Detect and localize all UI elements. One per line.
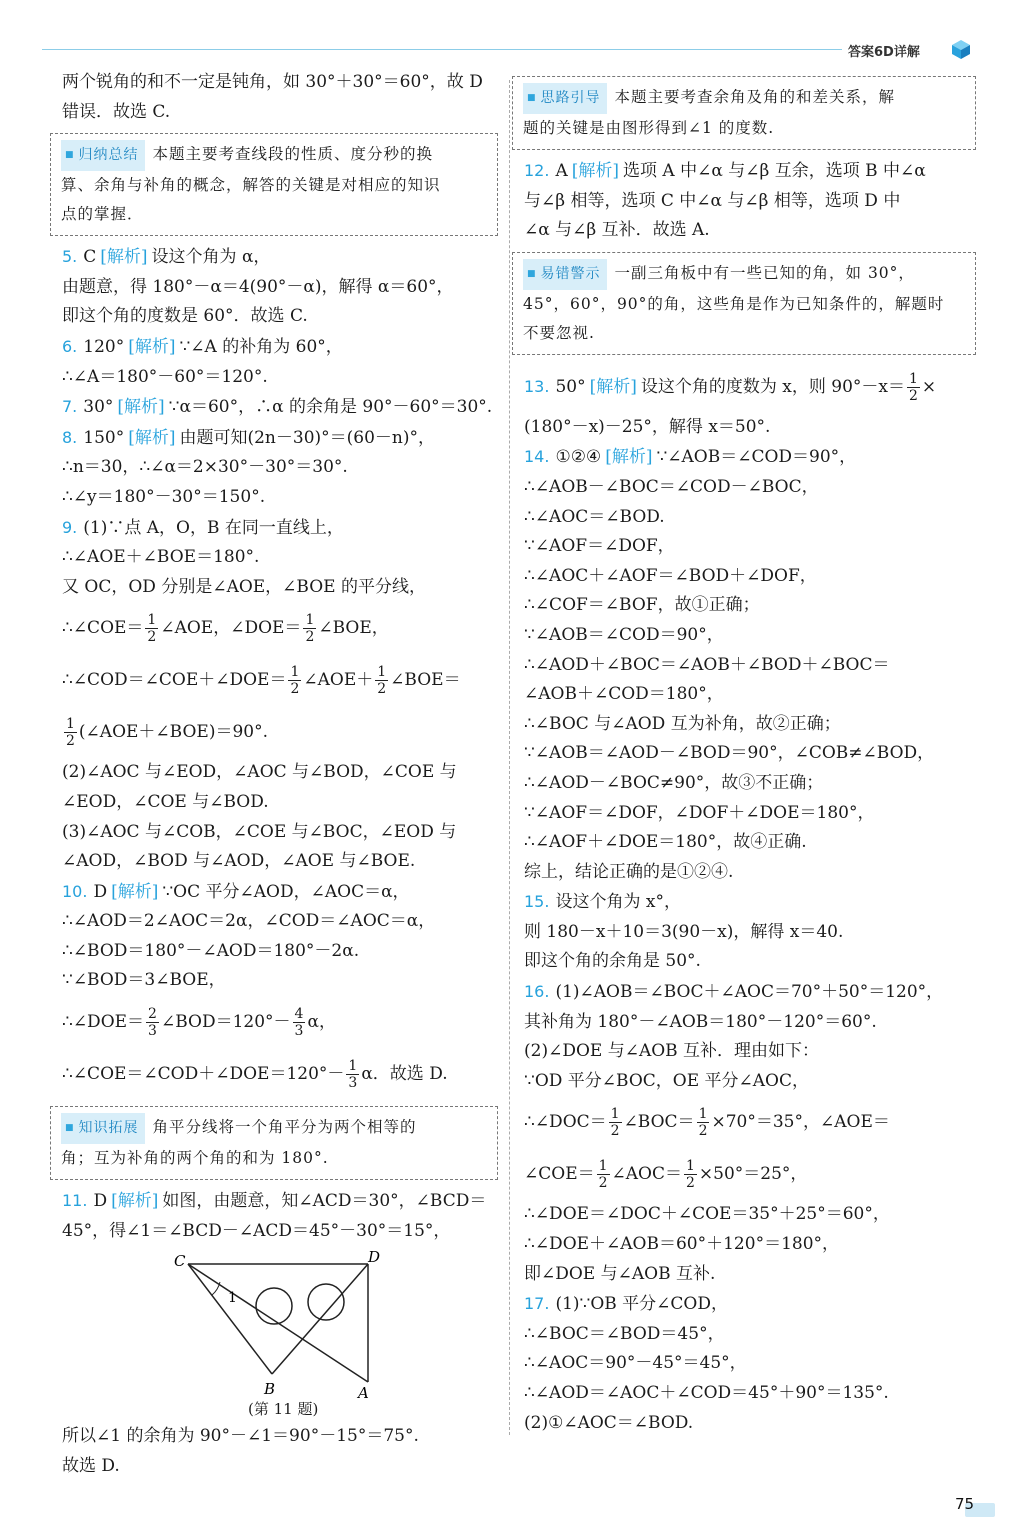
- analysis-tag: [解析]: [117, 397, 165, 418]
- question-number: 10.: [62, 881, 88, 901]
- box-text: 本题主要考查线段的性质、度分秒的换: [152, 145, 434, 164]
- text: α．故选 D.: [361, 1064, 448, 1085]
- text-line: [524, 1148, 976, 1200]
- text: ∠BOD＝120°－: [160, 1012, 291, 1033]
- box-label: ■ 知识拓展: [61, 1113, 145, 1144]
- answer: A: [555, 161, 568, 181]
- question-number: 9.: [62, 517, 78, 537]
- summary-box: [50, 133, 498, 236]
- text-line: ∴∠AOE＋∠BOE＝180°.: [62, 547, 260, 568]
- warning-box: [512, 252, 976, 355]
- text-line: ∵∠AOF＝∠DOF，: [524, 536, 675, 557]
- answer-9: [62, 513, 498, 544]
- label-c: C: [174, 1252, 186, 1271]
- fraction: $\frac{1}{2}$: [610, 1106, 620, 1140]
- text-line: ∴∠AOD－∠BOC≠90°，故③不正确；: [524, 772, 824, 793]
- text: ∠AOC＝: [611, 1164, 682, 1185]
- text-line: ∵∠BOD＝3∠BOE，: [62, 970, 226, 991]
- text-line: ∴∠BOC＝∠BOD＝45°，: [524, 1323, 725, 1344]
- fraction: $\frac{1}{3}$: [348, 1058, 358, 1092]
- fraction: $\frac{1}{2}$: [377, 664, 387, 698]
- analysis-tag: [解析]: [128, 336, 176, 357]
- answer-11: [62, 1186, 498, 1217]
- text-line: ∴∠AOD＝∠AOC＋∠COD＝45°＋90°＝135°.: [524, 1383, 889, 1403]
- question-number: 15.: [524, 892, 550, 912]
- text-line: 即这个角的度数是 60°．故选 C.: [62, 306, 308, 327]
- answer-10: [62, 877, 498, 908]
- analysis-tag: [解析]: [128, 427, 176, 448]
- text: (1)∠AOB＝∠BOC＋∠AOC＝70°＋50°＝120°，: [555, 982, 944, 1003]
- text: ×70°＝35°，∠AOE＝: [711, 1112, 890, 1133]
- text: ∴∠DOE＝: [62, 1012, 145, 1033]
- box-text: 45°，60°，90°的角，这些角是作为已知条件的，解题时: [523, 294, 945, 313]
- text-line: ∴∠DOE＝∠DOC＋∠COE＝35°＋25°＝60°，: [524, 1204, 890, 1225]
- fraction: $\frac{1}{2}$: [305, 612, 315, 646]
- text-line: 又 OC，OD 分别是∠AOE，∠BOE 的平分线，: [62, 576, 426, 597]
- label-b: B: [264, 1380, 276, 1399]
- text: 设这个角为 x°，: [555, 892, 681, 913]
- text: 如图，由题意，知∠ACD＝30°，∠BCD＝: [162, 1191, 487, 1212]
- text-line: ∴∠AOC＝∠BOD.: [524, 506, 665, 527]
- text-line: 综上，结论正确的是①②④.: [524, 861, 734, 882]
- text-line: ∠α 与∠β 互补．故选 A.: [524, 220, 710, 241]
- text-line: ∴n＝30，∴∠α＝2×30°－30°＝30°.: [62, 457, 348, 478]
- text: ∴∠COE＝: [62, 618, 144, 639]
- analysis-tag: [解析]: [571, 161, 619, 181]
- answer-12: [524, 156, 976, 187]
- answer: D: [93, 881, 108, 902]
- question-number: 5.: [62, 247, 78, 267]
- question-number: 6.: [62, 336, 78, 356]
- question-number: 13.: [524, 376, 550, 396]
- text-line: ∠AOD，∠BOD 与∠AOD，∠AOE 与∠BOE.: [62, 851, 416, 872]
- text-line: ∴∠A＝180°－60°＝120°.: [62, 366, 268, 387]
- thinking-box: [512, 76, 976, 150]
- box-text: 点的掌握．: [61, 205, 144, 224]
- box-label: ■ 归纳总结: [61, 140, 145, 171]
- box-text: 角平分线将一个角平分为两个相等的: [152, 1118, 417, 1137]
- left-column: [62, 68, 498, 1481]
- text-line: ∵∠AOB＝∠AOD－∠BOD＝90°，∠COB≠∠BOD，: [524, 743, 935, 764]
- label-a: A: [358, 1384, 369, 1401]
- text: ∠AOE，∠DOE＝: [160, 618, 302, 639]
- fraction: $\frac{1}{2}$: [66, 716, 75, 750]
- box-label: ■ 易错警示: [523, 259, 607, 290]
- analysis-tag: [解析]: [111, 1191, 159, 1212]
- answer-17: [524, 1289, 976, 1320]
- header-label: 答案6D详解: [848, 45, 920, 60]
- text-line: ∠AOB＋∠COD＝180°，: [524, 684, 724, 705]
- text-line: ∴∠y＝180°－30°＝150°.: [62, 486, 266, 507]
- answer-13: [524, 361, 976, 413]
- text: ∠BOE＝: [390, 670, 461, 691]
- text-line: 与∠β 相等，选项 C 中∠α 与∠β 相等，选项 D 中: [524, 190, 901, 211]
- column-divider: [509, 80, 510, 1435]
- text-line: ∴∠BOD＝180°－∠AOD＝180°－2α.: [62, 940, 360, 961]
- text-line: 故选 D.: [62, 1455, 120, 1476]
- answer-16: [524, 977, 976, 1008]
- text-line: ∴∠AOF＋∠DOE＝180°，故④正确.: [524, 832, 807, 853]
- question-number: 8.: [62, 427, 78, 447]
- text-line: ∵OD 平分∠BOC，OE 平分∠AOC，: [524, 1070, 809, 1091]
- fraction: $\frac{1}{2}$: [147, 612, 157, 646]
- fraction: $\frac{1}{2}$: [598, 1158, 608, 1192]
- text-line: 即这个角的余角是 50°.: [524, 951, 701, 972]
- text: 设这个角的度数为 x，则 90°－x＝: [640, 376, 905, 397]
- text-line: 两个锐角的和不一定是钝角，如 30°＋30°＝60°，故 D: [62, 72, 483, 92]
- fraction: $\frac{1}{2}$: [290, 664, 300, 698]
- fraction: $\frac{2}{3}$: [148, 1006, 157, 1040]
- text-line: 由题意，得 180°－α＝4(90°－α)，解得 α＝60°，: [62, 276, 454, 297]
- answer-8: [62, 423, 498, 454]
- box-text: 算、余角与补角的概念，解答的关键是对相应的知识: [61, 176, 441, 195]
- page-number: 75: [955, 1495, 975, 1513]
- box-text: 一副三角板中有一些已知的角，如 30°，: [614, 263, 915, 282]
- text-line: ∴∠AOD＝2∠AOC＝2α，∠COD＝∠AOC＝α，: [62, 911, 436, 932]
- knowledge-box: [50, 1106, 498, 1180]
- text-line: 错误．故选 C.: [62, 101, 171, 122]
- text: ×50°＝25°，: [698, 1164, 808, 1185]
- figure-caption: (第 11 题): [248, 1400, 319, 1419]
- answer: C: [83, 247, 97, 268]
- text-line: ∠EOD，∠COE 与∠BOD.: [62, 791, 269, 812]
- answer-7: [62, 392, 498, 423]
- analysis-tag: [解析]: [100, 247, 148, 268]
- question-number: 14.: [524, 447, 550, 467]
- text: ∠BOC＝: [623, 1112, 695, 1133]
- text: ∵OC 平分∠AOD，∠AOC＝α，: [162, 881, 410, 902]
- cube-icon: [950, 38, 972, 60]
- text: α，: [307, 1012, 336, 1033]
- answer-6: [62, 332, 498, 363]
- text-line: ∴∠COF＝∠BOF，故①正确；: [524, 595, 760, 616]
- text-line: (180°－x)－25°，解得 x＝50°.: [524, 416, 771, 437]
- analysis-tag: [解析]: [111, 881, 159, 902]
- right-column: [524, 76, 976, 1438]
- text-line: ∴∠AOB－∠BOC＝∠COD－∠BOC，: [524, 476, 819, 497]
- triangle-figure: [62, 1246, 498, 1422]
- box-text: 角；互为补角的两个角的和为 180°.: [61, 1149, 329, 1168]
- text: (1)∵OB 平分∠COD，: [555, 1294, 729, 1315]
- analysis-tag: [解析]: [605, 447, 653, 468]
- answer: 150°: [83, 427, 125, 448]
- text-line: ∴∠BOC 与∠AOD 互为补角，故②正确；: [524, 713, 841, 734]
- text-line: [62, 654, 498, 706]
- text: (1)∵点 A，O，B 在同一直线上，: [83, 517, 344, 538]
- text-line: 则 180－x＋10＝3(90－x)，解得 x＝40.: [524, 921, 844, 942]
- box-text: 本题主要考查余角及角的和差关系，解: [614, 88, 896, 106]
- text: ×: [921, 376, 937, 397]
- text-line: 45°，得∠1＝∠BCD－∠ACD＝45°－30°＝15°，: [62, 1220, 451, 1241]
- text: ∵∠AOB＝∠COD＝90°，: [656, 447, 857, 468]
- text-line: (2)∠AOC 与∠EOD，∠AOC 与∠BOD，∠COE 与: [62, 762, 457, 783]
- text: ∴∠COD＝∠COE＋∠DOE＝: [62, 670, 287, 691]
- text: ∵∠A 的补角为 60°，: [179, 336, 343, 357]
- box-label: ■ 思路引导: [523, 83, 607, 114]
- question-number: 11.: [62, 1191, 88, 1211]
- text-line: (2)①∠AOC＝∠BOD.: [524, 1412, 694, 1433]
- text-line: [62, 706, 498, 758]
- question-number: 16.: [524, 982, 550, 1002]
- text: (∠AOE＋∠BOE)＝90°.: [78, 722, 268, 743]
- question-number: 7.: [62, 397, 78, 417]
- answer: 30°: [83, 397, 114, 418]
- answer-5: [62, 242, 498, 273]
- text-line: 即∠DOE 与∠AOB 互补.: [524, 1263, 716, 1284]
- text: ∠COE＝: [524, 1164, 595, 1185]
- label-angle-1: 1: [228, 1290, 237, 1307]
- answer: D: [93, 1191, 108, 1212]
- text-line: [62, 1048, 498, 1100]
- text-line: ∴∠AOD＋∠BOC＝∠AOB＋∠BOD＋∠BOC＝: [524, 654, 890, 675]
- box-text: 题的关键是由图形得到∠1 的度数.: [523, 119, 775, 137]
- answer: 120°: [83, 336, 125, 357]
- text: ∠BOE，: [318, 618, 389, 639]
- text: 由题可知(2n－30)°＝(60－n)°，: [179, 427, 435, 448]
- text: ∵α＝60°，∴α 的余角是 90°－60°＝30°.: [168, 397, 493, 418]
- text-line: ∴∠DOE＋∠AOB＝60°＋120°＝180°，: [524, 1234, 840, 1255]
- text-line: 所以∠1 的余角为 90°－∠1＝90°－15°＝75°.: [62, 1426, 419, 1447]
- text-line: [62, 602, 498, 654]
- question-number: 17.: [524, 1294, 550, 1314]
- fraction: $\frac{1}{2}$: [686, 1158, 695, 1192]
- text: 设这个角为 α，: [151, 247, 271, 268]
- fraction: $\frac{1}{2}$: [698, 1106, 708, 1140]
- fraction: $\frac{1}{2}$: [908, 370, 918, 404]
- question-number: 12.: [524, 161, 550, 180]
- text: ∴∠DOC＝: [524, 1112, 607, 1133]
- box-text: 不要忽视.: [523, 323, 595, 342]
- label-d: D: [368, 1250, 381, 1267]
- analysis-tag: [解析]: [589, 376, 637, 397]
- header-rule: [42, 49, 842, 50]
- fraction: $\frac{4}{3}$: [294, 1006, 304, 1040]
- answer: ①②④: [555, 447, 602, 468]
- text: ∴∠COE＝∠COD＋∠DOE＝120°－: [62, 1064, 345, 1085]
- text-line: 其补角为 180°－∠AOB＝180°－120°＝60°.: [524, 1011, 877, 1032]
- answer-14: [524, 442, 976, 473]
- triangle-diagram: [172, 1250, 382, 1400]
- text-line: (2)∠DOE 与∠AOB 互补．理由如下：: [524, 1041, 820, 1062]
- text-line: ∵∠AOF＝∠DOF，∠DOF＋∠DOE＝180°，: [524, 802, 875, 823]
- text-line: ∵∠AOB＝∠COD＝90°，: [524, 624, 724, 645]
- text: 选项 A 中∠α 与∠β 互余，选项 B 中∠α: [623, 161, 926, 181]
- text-line: (3)∠AOC 与∠COB，∠COE 与∠BOC，∠EOD 与: [62, 821, 457, 842]
- text-line: ∴∠AOC＝90°－45°＝45°，: [524, 1353, 747, 1374]
- answer: 50°: [555, 376, 586, 397]
- answer-15: [524, 887, 976, 918]
- text-line: ∴∠AOC＋∠AOF＝∠BOD＋∠DOF，: [524, 565, 817, 586]
- text-line: [62, 996, 498, 1048]
- text-line: [524, 1096, 976, 1148]
- text: ∠AOE＋: [303, 670, 374, 691]
